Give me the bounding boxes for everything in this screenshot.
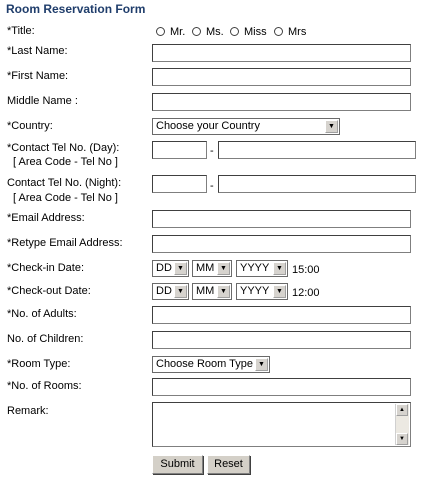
first-name-input[interactable] (152, 68, 411, 86)
tel-night-number-input[interactable] (218, 175, 416, 193)
room-type-label: *Room Type: (7, 358, 71, 370)
rooms-input[interactable] (152, 378, 411, 396)
adults-input[interactable] (152, 306, 411, 324)
checkin-month-select[interactable] (192, 260, 232, 277)
checkout-time: 12:00 (292, 287, 320, 299)
first-name-label: *First Name: (7, 70, 69, 82)
checkin-label: *Check-in Date: (7, 262, 85, 274)
chevron-down-icon: ▼ (325, 120, 338, 133)
title-radio-miss[interactable] (230, 27, 239, 36)
remark-scrollbar[interactable] (395, 404, 409, 445)
checkout-month-select[interactable] (192, 283, 232, 300)
children-input[interactable] (152, 331, 411, 349)
scroll-up-icon[interactable]: ▲ (396, 404, 408, 416)
chevron-down-icon: ▼ (174, 262, 187, 275)
tel-day-label: *Contact Tel No. (Day): (7, 142, 120, 154)
remark-textarea[interactable] (152, 402, 411, 447)
chevron-down-icon: ▼ (273, 262, 286, 275)
scroll-down-icon[interactable]: ▼ (396, 433, 408, 445)
title-radio-mr[interactable] (156, 27, 165, 36)
email-retype-input[interactable] (152, 235, 411, 253)
title-option-miss: Miss (244, 26, 267, 38)
checkin-month-value: MM (196, 262, 215, 274)
checkout-day-value: DD (156, 285, 172, 297)
checkout-year-value: YYYY (240, 285, 270, 297)
chevron-down-icon: ▼ (217, 262, 230, 275)
children-label: No. of Children: (7, 333, 84, 345)
checkin-year-select[interactable] (236, 260, 288, 277)
tel-day-separator: - (210, 145, 214, 157)
checkout-year-select[interactable] (236, 283, 288, 300)
checkin-day-value: DD (156, 262, 172, 274)
tel-night-area-input[interactable] (152, 175, 207, 193)
email-label: *Email Address: (7, 212, 85, 224)
email-retype-label: *Retype Email Address: (7, 237, 123, 249)
reset-button[interactable]: Reset (207, 455, 250, 474)
checkout-label: *Check-out Date: (7, 285, 91, 297)
title-option-ms: Ms. (206, 26, 224, 38)
adults-label: *No. of Adults: (7, 308, 77, 320)
remark-label: Remark: (7, 405, 49, 417)
middle-name-input[interactable] (152, 93, 411, 111)
country-select-value: Choose your Country (156, 120, 260, 132)
tel-day-number-input[interactable] (218, 141, 416, 159)
chevron-down-icon: ▼ (255, 358, 268, 371)
tel-day-area-input[interactable] (152, 141, 207, 159)
title-radio-mrs[interactable] (274, 27, 283, 36)
chevron-down-icon: ▼ (217, 285, 230, 298)
email-input[interactable] (152, 210, 411, 228)
checkin-day-select[interactable] (152, 260, 189, 277)
room-type-select-value: Choose Room Type (156, 358, 254, 370)
chevron-down-icon: ▼ (174, 285, 187, 298)
checkout-month-value: MM (196, 285, 215, 297)
title-option-mr: Mr. (170, 26, 186, 38)
title-label: *Title: (7, 25, 35, 37)
rooms-label: *No. of Rooms: (7, 380, 82, 392)
title-option-mrs: Mrs (288, 26, 307, 38)
last-name-input[interactable] (152, 44, 411, 62)
last-name-label: *Last Name: (7, 45, 68, 57)
form-title: Room Reservation Form (6, 2, 146, 16)
country-select[interactable] (152, 118, 340, 135)
submit-button[interactable]: Submit (152, 455, 203, 474)
country-label: *Country: (7, 120, 53, 132)
title-radio-ms[interactable] (192, 27, 201, 36)
tel-night-separator: - (210, 180, 214, 192)
tel-night-label: Contact Tel No. (Night): (7, 177, 122, 189)
middle-name-label: Middle Name : (7, 95, 78, 107)
room-type-select[interactable] (152, 356, 270, 373)
checkin-time: 15:00 (292, 264, 320, 276)
chevron-down-icon: ▼ (273, 285, 286, 298)
tel-day-hint: [ Area Code - Tel No ] (13, 156, 118, 168)
tel-night-hint: [ Area Code - Tel No ] (13, 192, 118, 204)
checkout-day-select[interactable] (152, 283, 189, 300)
checkin-year-value: YYYY (240, 262, 270, 274)
